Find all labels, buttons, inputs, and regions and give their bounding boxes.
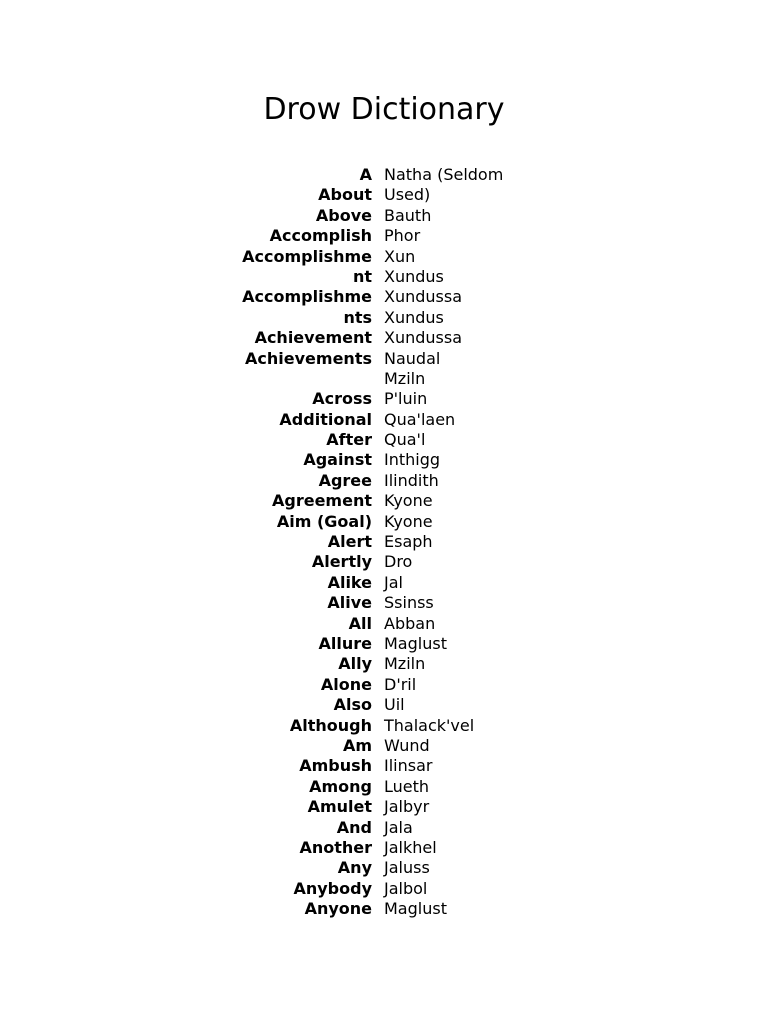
drow-word: Qua'l: [384, 430, 426, 450]
drow-word: Lueth: [384, 776, 430, 796]
english-word: Am: [342, 735, 372, 755]
drow-word: Ilinsar: [384, 756, 433, 776]
drow-word: Qua'laen: [384, 409, 456, 429]
english-word: Among: [309, 776, 372, 796]
drow-word: Xundussa: [384, 287, 463, 307]
drow-word: Mziln: [384, 368, 426, 388]
english-word: All: [348, 613, 372, 633]
english-word: Above: [315, 205, 372, 225]
english-word: A: [359, 165, 372, 184]
english-word: Alone: [320, 674, 372, 694]
english-word: Against: [303, 450, 372, 470]
english-word: Alike: [327, 572, 372, 592]
english-word: Allure: [318, 633, 372, 653]
drow-word: Dro: [384, 552, 413, 572]
drow-word: Jala: [384, 817, 413, 837]
english-word: Anyone: [304, 899, 372, 919]
english-word: And: [336, 817, 372, 837]
english-word: Another: [299, 837, 372, 857]
drow-word: Kyone: [384, 511, 433, 531]
english-word: nt: [352, 266, 372, 286]
drow-word: Jalkhel: [384, 837, 437, 857]
english-word: Anybody: [293, 878, 372, 898]
drow-word: Xundus: [384, 307, 444, 327]
drow-word: Thalack'vel: [384, 715, 475, 735]
drow-word: Xundus: [384, 266, 444, 286]
english-word: Additional: [279, 409, 372, 429]
drow-word: D'ril: [384, 674, 417, 694]
drow-word: Maglust: [384, 899, 447, 919]
drow-word: Jaluss: [384, 858, 430, 878]
english-word: Agree: [318, 470, 372, 490]
page-title: Drow Dictionary: [263, 92, 505, 127]
drow-word: Esaph: [384, 532, 433, 552]
drow-word: Bauth: [384, 205, 432, 225]
drow-word: Wund: [384, 735, 430, 755]
english-word: Alert: [327, 532, 372, 552]
drow-word: Used): [384, 185, 431, 205]
english-word: Ambush: [299, 756, 372, 776]
english-word: Ally: [338, 654, 372, 674]
drow-word: Ilindith: [384, 470, 439, 490]
drow-word: Uil: [384, 695, 405, 715]
drow-word: Abban: [384, 613, 436, 633]
drow-word: Natha (Seldom: [384, 165, 504, 184]
english-word: Across: [312, 389, 372, 409]
english-word: Amulet: [307, 797, 372, 817]
drow-word: Jalbol: [384, 878, 428, 898]
english-word: Achievement: [254, 328, 372, 348]
english-word: [172, 369, 372, 389]
drow-word: P'luin: [384, 389, 428, 409]
english-word: Alive: [327, 593, 372, 613]
english-word: About: [318, 185, 372, 205]
english-word: nts: [343, 307, 372, 327]
drow-word: Naudal: [384, 348, 441, 368]
drow-word: Jalbyr: [384, 797, 430, 817]
drow-word: Xun: [384, 246, 416, 266]
english-column: [172, 165, 372, 919]
drow-word: Kyone: [384, 491, 433, 511]
drow-column: [384, 165, 604, 919]
english-word: Also: [333, 695, 372, 715]
drow-word: Inthigg: [384, 450, 441, 470]
english-word: Any: [337, 858, 372, 878]
english-word: Although: [289, 715, 372, 735]
drow-word: Jal: [384, 572, 403, 592]
english-word: Achievements: [245, 348, 372, 368]
drow-word: Xundussa: [384, 328, 463, 348]
drow-word: Mziln: [384, 654, 426, 674]
english-word: Agreement: [272, 491, 372, 511]
english-word: Aim (Goal): [276, 511, 372, 531]
english-word: Accomplishme: [242, 246, 372, 266]
drow-word: Phor: [384, 226, 421, 246]
english-word: Accomplishme: [242, 287, 372, 307]
english-word: Accomplish: [269, 226, 372, 246]
english-word: Alertly: [311, 552, 372, 572]
english-word: After: [326, 430, 372, 450]
drow-word: Maglust: [384, 633, 447, 653]
drow-word: Ssinss: [384, 593, 434, 613]
